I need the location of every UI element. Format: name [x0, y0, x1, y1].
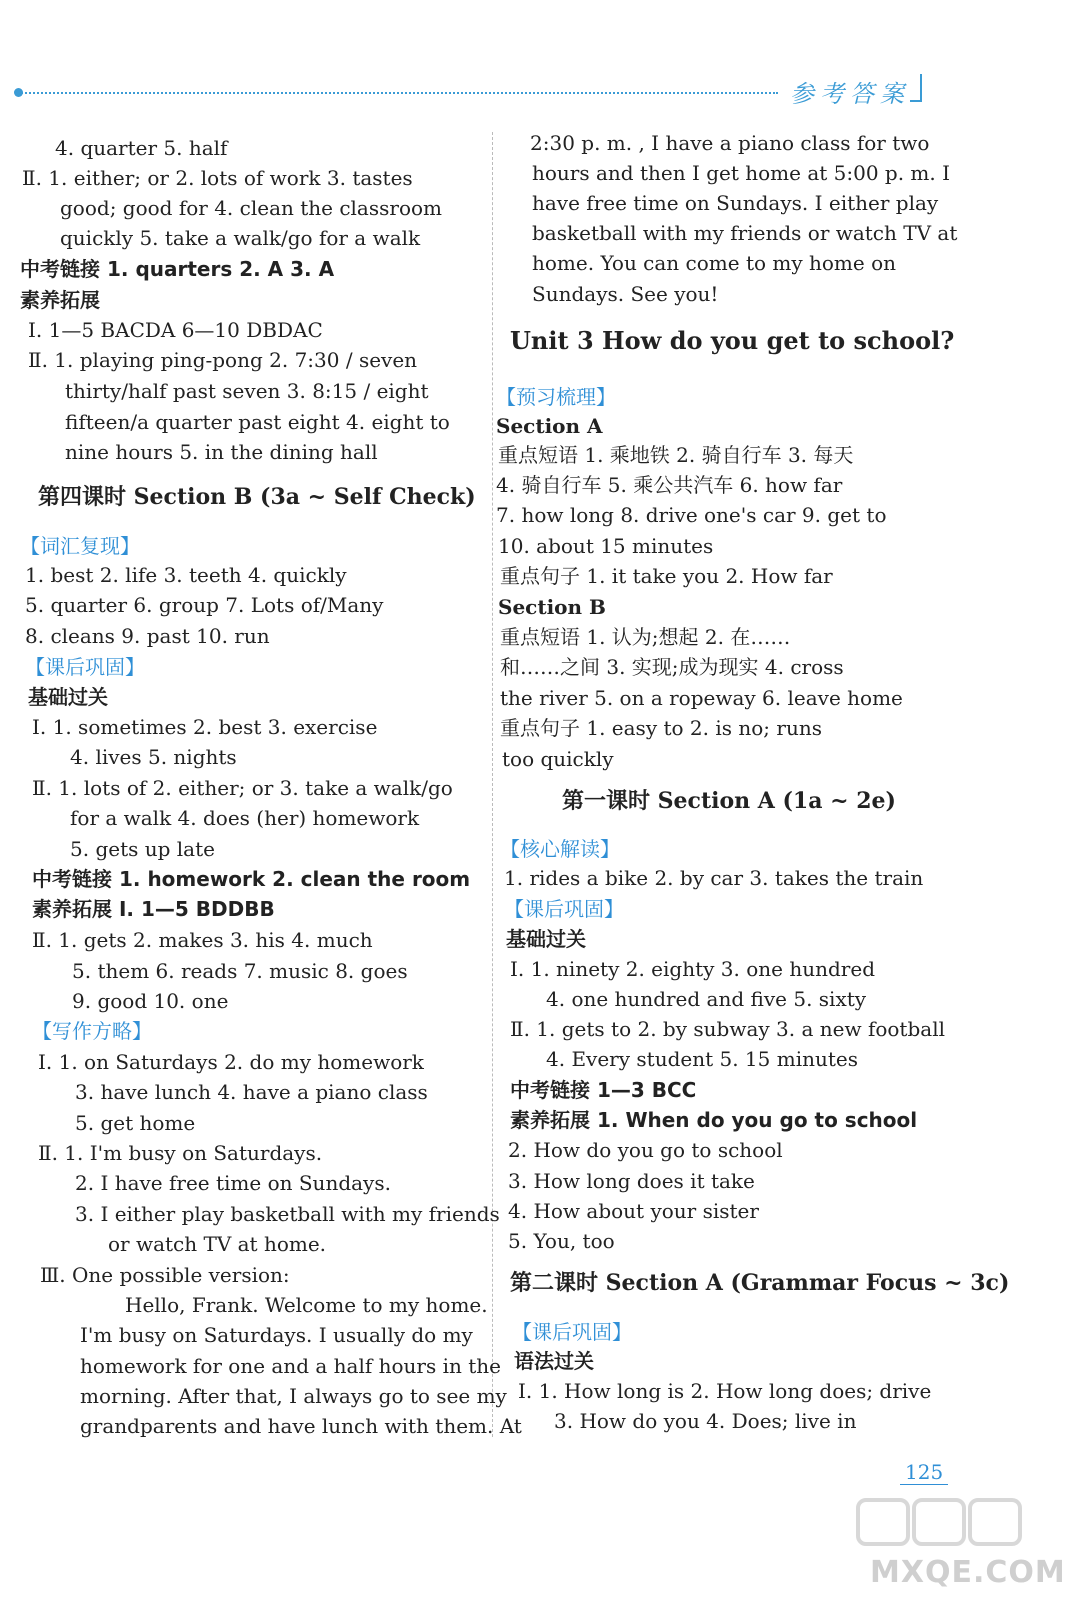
- section-label: 素养拓展 1. When do you go to school: [510, 1108, 918, 1132]
- answer-line: Ⅰ. 1—5 BACDA 6—10 DBDAC: [28, 318, 323, 342]
- answer-line: Ⅲ. One possible version:: [40, 1263, 290, 1287]
- answer-line: 4. Every student 5. 15 minutes: [546, 1047, 858, 1071]
- answer-line: 5. You, too: [508, 1229, 615, 1253]
- essay-line: hours and then I get home at 5:00 p. m. I: [532, 161, 950, 185]
- answer-line: fifteen/a quarter past eight 4. eight to: [65, 410, 450, 434]
- answer-line: 重点句子 1. easy to 2. is no; runs: [500, 716, 822, 740]
- answer-line: 5. them 6. reads 7. music 8. goes: [72, 959, 408, 983]
- answer-line: Ⅱ. 1. I'm busy on Saturdays.: [38, 1141, 323, 1165]
- answer-line: 10. about 15 minutes: [498, 534, 714, 558]
- section-label: 素养拓展: [20, 288, 100, 312]
- answer-line: Ⅰ. 1. sometimes 2. best 3. exercise: [32, 715, 378, 739]
- answer-line: 5. get home: [75, 1111, 196, 1135]
- answer-line: 4. How about your sister: [508, 1199, 759, 1223]
- section-tag: 【词汇复现】: [20, 534, 140, 558]
- answer-line: Ⅱ. 1. gets 2. makes 3. his 4. much: [32, 928, 373, 952]
- section-heading: Section A: [496, 414, 603, 438]
- answer-line: Ⅱ. 1. gets to 2. by subway 3. a new football: [510, 1017, 945, 1041]
- section-label: 中考链接 1. homework 2. clean the room: [32, 867, 471, 891]
- answer-line: thirty/half past seven 3. 8:15 / eight: [65, 379, 429, 403]
- essay-line: Sundays. See you!: [532, 282, 719, 306]
- unit-title: Unit 3 How do you get to school?: [510, 326, 955, 355]
- section-label: 中考链接 1—3 BCC: [510, 1078, 697, 1102]
- section-tag: 【课后巩固】: [504, 897, 624, 921]
- page-header-title: 参考答案: [790, 80, 910, 108]
- section-label: 素养拓展 Ⅰ. 1—5 BDDBB: [32, 897, 275, 921]
- answer-line: Ⅱ. 1. playing ping-pong 2. 7:30 / seven: [28, 348, 418, 372]
- answer-line: Ⅱ. 1. lots of 2. either; or 3. take a walk/go: [32, 776, 453, 800]
- answer-line: 1. rides a bike 2. by car 3. takes the train: [504, 866, 924, 890]
- answer-line: Ⅰ. 1. on Saturdays 2. do my homework: [38, 1050, 424, 1074]
- header-bracket: [910, 74, 922, 102]
- page-number-rule: [900, 1484, 948, 1485]
- answer-line: 4. quarter 5. half: [55, 136, 228, 160]
- essay-line: grandparents and have lunch with them. At: [80, 1414, 522, 1438]
- essay-line: homework for one and a half hours in the: [80, 1354, 501, 1378]
- answer-line: 5. quarter 6. group 7. Lots of/Many: [25, 593, 384, 617]
- answer-line: 9. good 10. one: [72, 989, 229, 1013]
- section-tag: 【核心解读】: [500, 837, 620, 861]
- answer-line: the river 5. on a ropeway 6. leave home: [500, 686, 903, 710]
- answer-line: 8. cleans 9. past 10. run: [25, 624, 270, 648]
- answer-line: good; good for 4. clean the classroom: [60, 196, 442, 220]
- answer-line: 2. How do you go to school: [508, 1138, 783, 1162]
- section-label: 基础过关: [28, 685, 108, 709]
- answer-line: 5. gets up late: [70, 837, 215, 861]
- answer-line: nine hours 5. in the dining hall: [65, 440, 378, 464]
- essay-line: I'm busy on Saturdays. I usually do my: [80, 1323, 473, 1347]
- answer-line: 和……之间 3. 实现;成为现实 4. cross: [500, 655, 844, 679]
- answer-line: 重点短语 1. 认为;想起 2. 在……: [500, 625, 791, 649]
- section-label: 语法过关: [514, 1349, 594, 1373]
- page-number: 125: [905, 1460, 944, 1484]
- essay-line: basketball with my friends or watch TV at: [532, 221, 958, 245]
- answer-line: for a walk 4. does (her) homework: [70, 806, 420, 830]
- section-tag: 【预习梳理】: [496, 385, 616, 409]
- answer-line: 重点短语 1. 乘地铁 2. 骑自行车 3. 每天: [498, 443, 854, 467]
- essay-line: 2:30 p. m. , I have a piano class for two: [530, 131, 930, 155]
- essay-line: home. You can come to my home on: [532, 251, 897, 275]
- answer-line: too quickly: [502, 747, 614, 771]
- answer-line: Ⅰ. 1. How long is 2. How long does; drive: [518, 1379, 932, 1403]
- answer-line: 3. have lunch 4. have a piano class: [75, 1080, 428, 1104]
- section-label: 中考链接 1. quarters 2. A 3. A: [20, 257, 335, 281]
- answer-line: 4. lives 5. nights: [70, 745, 237, 769]
- answer-line: 3. How do you 4. Does; live in: [554, 1409, 857, 1433]
- answer-line: 3. How long does it take: [508, 1169, 755, 1193]
- lesson-heading: 第二课时 Section A (Grammar Focus ~ 3c): [510, 1270, 1010, 1296]
- header-rule: [18, 92, 778, 94]
- section-tag: 【课后巩固】: [512, 1320, 632, 1344]
- section-heading: Section B: [498, 595, 606, 619]
- essay-line: Hello, Frank. Welcome to my home.: [125, 1293, 488, 1317]
- section-tag: 【课后巩固】: [25, 655, 145, 679]
- column-divider: [492, 132, 493, 1437]
- lesson-heading: 第四课时 Section B (3a ~ Self Check): [38, 484, 476, 510]
- section-tag: 【写作方略】: [32, 1019, 152, 1043]
- answer-line: 3. I either play basketball with my friends: [75, 1202, 500, 1226]
- answer-line: 4. 骑自行车 5. 乘公共汽车 6. how far: [496, 473, 843, 497]
- answer-line: Ⅰ. 1. ninety 2. eighty 3. one hundred: [510, 957, 875, 981]
- answer-line: 重点句子 1. it take you 2. How far: [500, 564, 833, 588]
- essay-line: have free time on Sundays. I either play: [532, 191, 939, 215]
- answer-line: 4. one hundred and five 5. sixty: [546, 987, 867, 1011]
- answer-line: 1. best 2. life 3. teeth 4. quickly: [25, 563, 347, 587]
- answer-line: 7. how long 8. drive one's car 9. get to: [496, 503, 887, 527]
- section-label: 基础过关: [506, 927, 586, 951]
- answer-line: quickly 5. take a walk/go for a walk: [60, 226, 421, 250]
- answer-line: or watch TV at home.: [108, 1232, 327, 1256]
- answer-line: 2. I have free time on Sundays.: [75, 1171, 391, 1195]
- answer-line: Ⅱ. 1. either; or 2. lots of work 3. tastes: [22, 166, 413, 190]
- watermark-text: MXQE.COM: [870, 1555, 1066, 1590]
- lesson-heading: 第一课时 Section A (1a ~ 2e): [562, 788, 896, 814]
- essay-line: morning. After that, I always go to see my: [80, 1384, 507, 1408]
